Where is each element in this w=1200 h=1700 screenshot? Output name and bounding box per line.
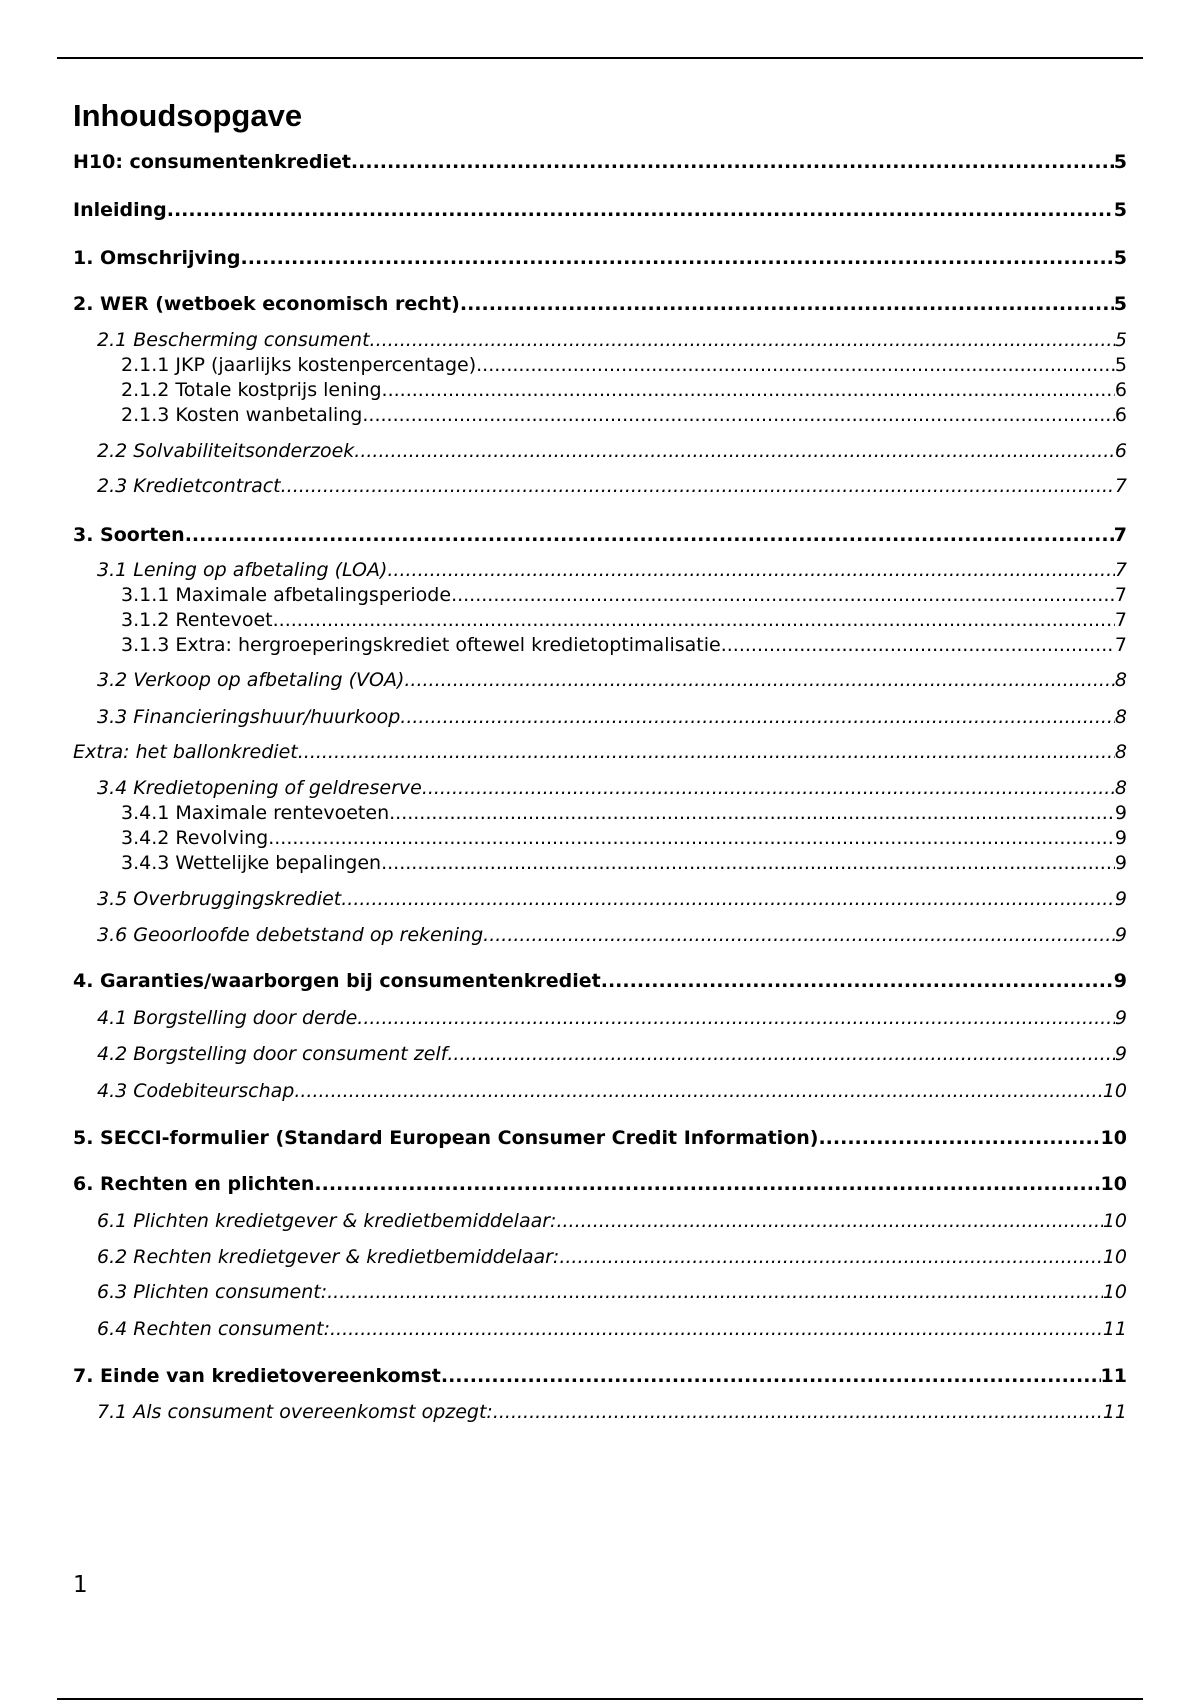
toc-entry-page: 6 [1114,404,1127,426]
toc-entry-page: 9 [1114,1043,1127,1065]
toc-entry[interactable] [97,668,1127,692]
dot-leader [493,1400,1103,1424]
toc-entry-label: 3.4.2 Revolving [121,827,269,849]
toc-entry[interactable] [97,776,1127,800]
toc-entry[interactable] [97,887,1127,911]
dot-leader [721,633,1115,657]
toc-entry-label: 6.3 Plichten consument: [97,1281,328,1303]
toc-entry-label: 3.5 Overbruggingskrediet [97,888,342,910]
toc-entry-page: 11 [1102,1401,1127,1423]
toc-entry-label: 7. Einde van kredietovereenkomst [73,1365,441,1387]
toc-entry[interactable] [97,1079,1127,1103]
toc-entry-page: 10 [1102,1246,1127,1268]
dot-leader [404,668,1115,692]
toc-entry-page: 9 [1114,852,1127,874]
toc-entry-label: 3.1 Lening op afbetaling (LOA) [97,559,388,581]
toc-entry-label: 2.3 Kredietcontract [97,475,281,497]
toc-entry-label: 5. SECCI-formulier (Standard European Consumer Credit Information) [73,1127,819,1149]
toc-entry-label: 3.2 Verkoop op afbetaling (VOA) [97,669,405,691]
dot-leader [298,740,1115,764]
toc-entry-label: 3.4.3 Wettelijke bepalingen [121,852,382,874]
toc-entry-page: 8 [1114,741,1127,763]
dot-leader [389,801,1115,825]
toc-entry[interactable] [97,474,1127,498]
dot-leader [601,969,1114,993]
toc-entry-label: 3.4 Kredietopening of geldreserve [97,777,422,799]
toc-entry-label: 4.1 Borgstelling door derde [97,1007,358,1029]
dot-leader [370,328,1115,352]
toc-entry-page: 10 [1102,1080,1127,1102]
toc-entry-label: 3.1.3 Extra: hergroeperingskrediet oftewel kredietoptimalisatie [121,634,721,656]
dot-leader [341,887,1115,911]
toc-entry-page: 8 [1114,706,1127,728]
toc-entry-label: 2.2 Solvabiliteitsonderzoek [97,440,355,462]
toc-entry-page: 11 [1100,1365,1127,1387]
toc-entry-label: 3.6 Geoorloofde debetstand op rekening [97,924,484,946]
toc-entry-page: 9 [1114,802,1127,824]
toc-entry[interactable] [73,246,1127,270]
dot-leader [185,523,1114,547]
toc-entry[interactable] [97,1280,1127,1304]
toc-entry-label: 7.1 Als consument overeenkomst opzegt: [97,1401,493,1423]
toc-entry-label: 6.2 Rechten kredietgever & kredietbemiddelaar: [97,1246,560,1268]
dot-leader [362,403,1115,427]
toc-entry-page: 7 [1114,584,1127,606]
dot-leader [281,474,1115,498]
toc-entry[interactable] [73,1364,1127,1388]
toc-entry[interactable] [97,558,1127,582]
toc-entry-label: 6.1 Plichten kredietgever & kredietbemiddelaar: [97,1210,557,1232]
toc-entry-label: 6. Rechten en plichten [73,1173,315,1195]
toc-entry-page: 6 [1114,379,1127,401]
toc-entry-label: 2.1.1 JKP (jaarlijks kostenpercentage) [121,354,477,376]
toc-entry-page: 9 [1114,924,1127,946]
toc-entry-label: 2. WER (wetboek economisch recht) [73,293,460,315]
dot-leader [327,1280,1103,1304]
toc-entry[interactable] [121,583,1127,607]
dot-leader [351,150,1114,174]
toc-entry[interactable] [121,353,1127,377]
toc-entry-label: 3.1.1 Maximale afbetalingsperiode [121,584,452,606]
dot-leader [241,246,1114,270]
toc-entry-label: 2.1.3 Kosten wanbetaling [121,404,363,426]
toc-entry-label: 3.1.2 Rentevoet [121,609,273,631]
toc-entry-label: H10: consumentenkrediet [73,151,351,173]
dot-leader [273,608,1115,632]
dot-leader [447,1042,1115,1066]
toc-entry-page: 10 [1102,1281,1127,1303]
toc-entry-label: 2.1 Bescherming consument [97,329,370,351]
toc-entry-page: 9 [1113,970,1127,992]
toc-entry-label: 4.2 Borgstelling door consument zelf [97,1043,448,1065]
dot-leader [451,583,1115,607]
dot-leader [382,378,1115,402]
page-number: 1 [73,1572,88,1598]
toc-entry[interactable] [97,1042,1127,1066]
dot-leader [268,826,1115,850]
dot-leader [167,198,1114,222]
toc-entry-label: 3.4.1 Maximale rentevoeten [121,802,390,824]
toc-entry-page: 5 [1113,247,1127,269]
toc-entry-page: 9 [1114,827,1127,849]
toc-entry[interactable] [97,923,1127,947]
dot-leader [354,439,1115,463]
dot-leader [381,851,1115,875]
toc-entry[interactable] [97,1245,1127,1269]
dot-leader [559,1245,1102,1269]
toc-entry[interactable] [121,608,1127,632]
toc-entry[interactable] [97,1317,1127,1341]
dot-leader [422,776,1115,800]
dot-leader [818,1126,1100,1150]
toc-entry-page: 7 [1114,559,1127,581]
toc-entry[interactable] [97,1209,1127,1233]
dot-leader [483,923,1115,947]
toc-entry-page: 7 [1113,524,1127,546]
toc-entry-page: 5 [1113,199,1127,221]
toc-entry[interactable] [73,150,1127,174]
toc-entry-label: 6.4 Rechten consument: [97,1318,331,1340]
dot-leader [387,558,1115,582]
table-of-contents [73,0,1127,1700]
toc-entry-label: 4. Garanties/waarborgen bij consumentenkrediet [73,970,601,992]
toc-entry-page: 6 [1114,440,1127,462]
toc-entry[interactable] [97,1006,1127,1030]
toc-entry[interactable] [73,1126,1127,1150]
toc-entry[interactable] [97,328,1127,352]
toc-entry-page: 5 [1114,329,1127,351]
toc-entry-page: 5 [1113,293,1127,315]
toc-entry[interactable] [121,851,1127,875]
dot-leader [314,1172,1100,1196]
toc-entry[interactable] [121,801,1127,825]
toc-entry[interactable] [121,378,1127,402]
toc-entry-page: 10 [1100,1127,1127,1149]
toc-entry-page: 10 [1102,1210,1127,1232]
toc-entry-label: 4.3 Codebiteurschap [97,1080,295,1102]
toc-entry-label: Extra: het ballonkrediet [73,741,298,763]
toc-entry-page: 10 [1100,1173,1127,1195]
toc-entry[interactable] [97,705,1127,729]
toc-title: Inhoudsopgave [73,98,303,133]
toc-entry-page: 11 [1102,1318,1127,1340]
toc-entry[interactable] [121,403,1127,427]
toc-entry-page: 9 [1114,1007,1127,1029]
toc-entry[interactable] [73,740,1127,764]
toc-entry[interactable] [121,826,1127,850]
dot-leader [476,353,1115,377]
dot-leader [357,1006,1115,1030]
toc-entry[interactable] [73,292,1127,316]
toc-entry[interactable] [73,198,1127,222]
dot-leader [556,1209,1102,1233]
toc-entry[interactable] [73,523,1127,547]
dot-leader [330,1317,1103,1341]
toc-entry-page: 5 [1114,354,1127,376]
toc-entry-label: 1. Omschrijving [73,247,241,269]
dot-leader [460,292,1114,316]
toc-entry-page: 7 [1114,475,1127,497]
dot-leader [441,1364,1101,1388]
toc-entry-label: Inleiding [73,199,167,221]
toc-entry-label: 3. Soorten [73,524,185,546]
toc-entry-page: 8 [1114,777,1127,799]
toc-entry-page: 7 [1114,609,1127,631]
toc-entry-page: 7 [1114,634,1127,656]
toc-entry-label: 2.1.2 Totale kostprijs lening [121,379,382,401]
toc-entry[interactable] [97,1400,1127,1424]
toc-entry[interactable] [121,633,1127,657]
toc-entry-page: 5 [1113,151,1127,173]
toc-entry[interactable] [73,969,1127,993]
toc-entry[interactable] [97,439,1127,463]
dot-leader [400,705,1115,729]
dot-leader [294,1079,1102,1103]
toc-entry[interactable] [73,1172,1127,1196]
toc-entry-page: 8 [1114,669,1127,691]
toc-entry-label: 3.3 Financieringshuur/huurkoop [97,706,401,728]
toc-entry-page: 9 [1114,888,1127,910]
